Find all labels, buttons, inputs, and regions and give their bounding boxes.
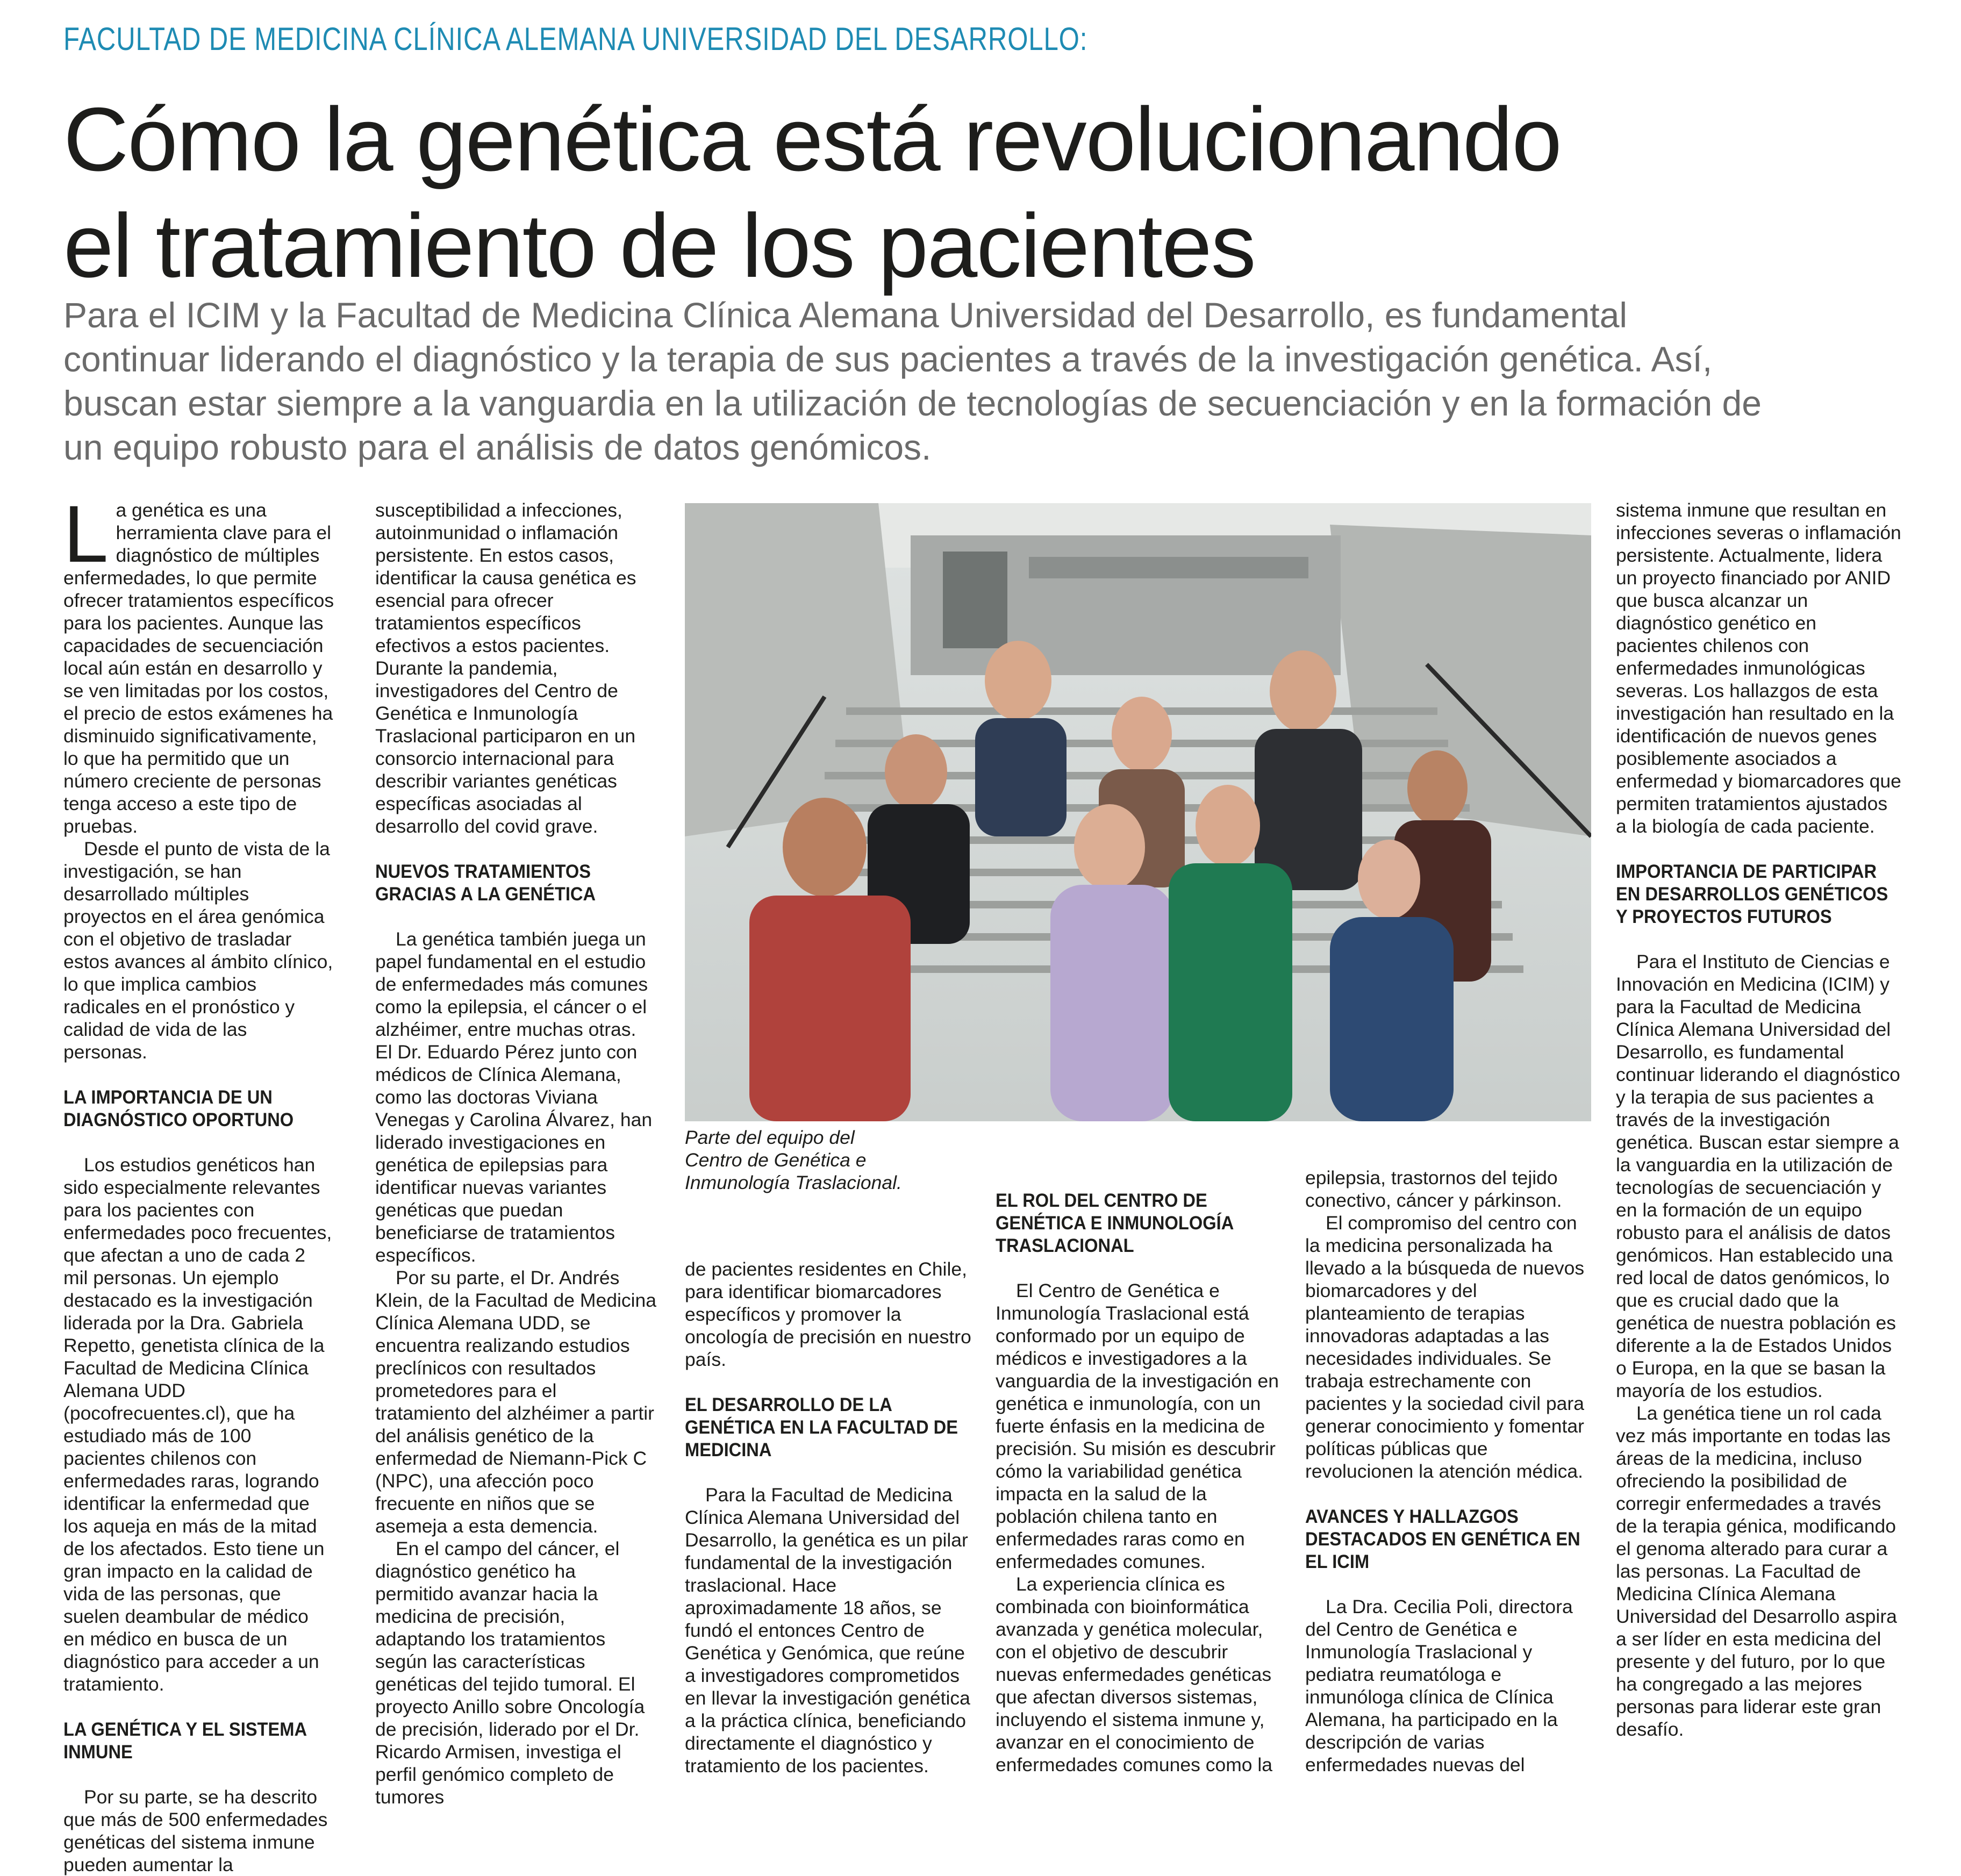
column-1 [63, 489, 334, 1876]
paragraph: Por su parte, el Dr. Andrés Klein, de la Facultad de Medicina Clínica Alemana UDD, se encuentra realizando estudios preclínicos con resultados prometedores para el tratamiento del alzhéimer a partir del análisis genético de la enfermedad de Niemann-Pick C (NPC), una afección poco frecuente en niños que se asemeja a esta demencia. [375, 1267, 656, 1537]
caption-line-1: Parte del equipo del [685, 1127, 855, 1148]
section-heading: LA IMPORTANCIA DE UN DIAGNÓSTICO OPORTUNO [63, 1086, 294, 1130]
kicker: FACULTAD DE MEDICINA CLÍNICA ALEMANA UNIVERSIDAD DEL DESARROLLO: [63, 21, 1088, 57]
section-heading: EL ROL DEL CENTRO DE GENÉTICA E INMUNOLOGÍA TRASLACIONAL [996, 1190, 1234, 1256]
paragraph-intro-text: a genética es una herramienta clave para el diagnóstico de múltiples enfermedades, lo que permite ofrecer tratamientos específicos para los pacientes. Aunque las capacidades de secuenciación local aún están en desarrollo y se ven limitadas por los costos, el precio de estos exámenes ha disminuido significativamente, lo que ha permitido que un número creciente de personas tenga acceso a este tipo de pruebas. [63, 499, 334, 837]
paragraph: Los estudios genéticos han sido especialmente relevantes para los pacientes con enfermedades poco frecuentes, que afectan a uno de cada 2 mil personas. Un ejemplo destacado es la investigación liderada por la Dra. Gabriela Repetto, genetista clínica de la Facultad de Medicina Clínica Alemana UDD (pocofrecuentes.cl), que ha estudiado más de 100 pacientes chilenos con enfermedades raras, logrando identificar la enfermedad que los aqueja en más de la mitad de los afectados. Esto tiene un gran impacto en la calidad de vida de las personas, que suelen deambular de médico en médico en busca de un diagnóstico para acceder a un tratamiento. [63, 1154, 332, 1695]
deck [63, 293, 1837, 469]
paragraph: Desde el punto de vista de la investigación, se han desarrollado múltiples proyectos en el área genómica con el objetivo de trasladar estos avances al ámbito clínico, lo que implica cambios radicales en el pronóstico y calidad de vida de las personas. [63, 838, 333, 1063]
section-heading: IMPORTANCIA DE PARTICIPAR EN DESARROLLOS GENÉTICOS Y PROYECTOS FUTUROS [1616, 861, 1888, 927]
headline-line-2: el tratamiento de los pacientes [63, 195, 1255, 296]
paragraph: de pacientes residentes en Chile, para identificar biomarcadores específicos y promover la oncología de precisión en nuestro país. [685, 1258, 971, 1370]
paragraph: sistema inmune que resultan en infecciones severas o inflamación persistente. Actualmente, lidera un proyecto financiado por ANID que busca alcanzar un diagnóstico genético en pacientes chilenos con enfermedades inmunológicas severas. Los hallazgos de esta investigación han resultado en la identificación de nuevos genes posiblemente asociados a enfermedad y biomarcadores que permiten tratamientos ajustados a la biología de cada paciente. [1616, 499, 1901, 837]
caption-line-3: Inmunología Traslacional. [685, 1172, 902, 1193]
headline [63, 86, 1730, 299]
column-3 [685, 1258, 972, 1777]
deck-line-3: buscan estar siempre a la vanguardia en la utilización de tecnologías de secuenciación y en la formación de [63, 383, 1762, 423]
paragraph-intro [63, 489, 334, 837]
paragraph: La genética tiene un rol cada vez más importante en todas las áreas de la medicina, incluso ofreciendo la posibilidad de corregir enfermedades a través de la terapia génica, modificando el genoma alterado para curar a las personas. La Facultad de Medicina Clínica Alemana Universidad del Desarrollo aspira a ser líder en esta medicina del presente y del futuro, por lo que ha congregado a las mejores personas para liderar este gran desafío. [1616, 1402, 1897, 1740]
photo-caption [685, 1126, 1007, 1194]
section-heading: EL DESARROLLO DE LA GENÉTICA EN LA FACULTAD DE MEDICINA [685, 1394, 958, 1460]
paragraph: Para la Facultad de Medicina Clínica Alemana Universidad del Desarrollo, la genética es un pilar fundamental de la investigación traslacional. Hace aproximadamente 18 años, se fundó el entonces Centro de Genética y Genómica, que reúne a investigadores comprometidos en llevar la investigación genética a la práctica clínica, beneficiando directamente el diagnóstico y tratamiento de los pacientes. [685, 1484, 970, 1777]
paragraph: susceptibilidad a infecciones, autoinmunidad o inflamación persistente. En estos casos, identificar la causa genética es esencial para ofrecer tratamientos específicos efectivos a estos pacientes. Durante la pandemia, investigadores del Centro de Genética e Inmunología Traslacional participaron en un consorcio internacional para describir variantes genéticas específicas asociadas al desarrollo del covid grave. [375, 499, 636, 837]
section-heading: NUEVOS TRATAMIENTOS GRACIAS A LA GENÉTICA [375, 861, 596, 905]
paragraph: Para el Instituto de Ciencias e Innovación en Medicina (ICIM) y para la Facultad de Medicina Clínica Alemana Universidad del Desarrollo, es fundamental continuar liderando el diagnóstico y la terapia de sus pacientes a través de la investigación genética. Buscan estar siempre a la vanguardia en la utilización de tecnologías de secuenciación y en la formación de un equipo robusto para el análisis de datos genómicos. Han establecido una red local de datos genómicos, lo que es crucial dado que la genética de nuestra población es diferente a la de Estados Unidos o Europa, en la que se basan la mayoría de los estudios. [1616, 951, 1900, 1401]
drop-cap: L [63, 489, 109, 579]
paragraph: epilepsia, trastornos del tejido conectivo, cáncer y párkinson. [1305, 1167, 1562, 1211]
deck-line-4: un equipo robusto para el análisis de datos genómicos. [63, 427, 932, 467]
section-heading: AVANCES Y HALLAZGOS DESTACADOS EN GENÉTICA EN EL ICIM [1305, 1506, 1580, 1572]
paragraph: La experiencia clínica es combinada con bioinformática avanzada y genética molecular, con el objetivo de descubrir nuevas enfermedades genéticas que afectan diversos sistemas, incluyendo el sistema inmune y, avanzar en el conocimiento de enfermedades comunes como la [996, 1573, 1273, 1775]
column-5 [1305, 1166, 1592, 1776]
deck-line-1: Para el ICIM y la Facultad de Medicina Clínica Alemana Universidad del Desarrollo, es fundamental [63, 295, 1628, 335]
paragraph: La Dra. Cecilia Poli, directora del Centro de Genética e Inmunología Traslacional y pediatra reumatóloga e inmunóloga clínica de Clínica Alemana, ha participado en la descripción de varias enfermedades nuevas del [1305, 1596, 1573, 1775]
column-2 [375, 499, 657, 1808]
paragraph: Por su parte, se ha descrito que más de 500 enfermedades genéticas del sistema inmune pueden aumentar la [63, 1786, 328, 1875]
section-heading: LA GENÉTICA Y EL SISTEMA INMUNE [63, 1719, 306, 1763]
column-6 [1616, 499, 1903, 1741]
headline-line-1: Cómo la genética está revolucionando [63, 89, 1561, 190]
deck-line-2: continuar liderando el diagnóstico y la terapia de sus pacientes a través de la investigación genética. Así, [63, 339, 1713, 379]
paragraph: El compromiso del centro con la medicina personalizada ha llevado a la búsqueda de nuevos biomarcadores y del planteamiento de terapias innovadoras adaptadas a las necesidades individuales. Se trabaja estrechamente con pacientes y la sociedad civil para generar conocimiento y fomentar políticas públicas que revolucionen la atención médica. [1305, 1212, 1585, 1482]
team-photo-illustration [685, 503, 1591, 1121]
team-photo [685, 503, 1591, 1121]
paragraph: En el campo del cáncer, el diagnóstico genético ha permitido avanzar hacia la medicina de precisión, adaptando los tratamientos según las características genéticas del tejido tumoral. El proyecto Anillo sobre Oncología de precisión, liderado por el Dr. Ricardo Armisen, investiga el perfil genómico completo de tumores [375, 1538, 645, 1808]
column-4 [996, 1166, 1283, 1776]
paragraph: La genética también juega un papel fundamental en el estudio de enfermedades más comunes como la epilepsia, el cáncer o el alzhéimer, entre muchas otras. El Dr. Eduardo Pérez junto con médicos de Clínica Alemana, como las doctoras Viviana Venegas y Carolina Álvarez, han liderado investigaciones en genética de epilepsias para identificar nuevas variantes genéticas que puedan beneficiarse de tratamientos específicos. [375, 928, 653, 1266]
paragraph: El Centro de Genética e Inmunología Traslacional está conformado por un equipo de médicos e investigadores a la vanguardia de la investigación en genética e inmunología, con un fuerte énfasis en la medicina de precisión. Su misión es descubrir cómo la variabilidad genética impacta en la salud de la población chilena tanto en enfermedades raras como en enfermedades comunes. [996, 1280, 1279, 1572]
caption-line-2: Centro de Genética e [685, 1149, 867, 1171]
